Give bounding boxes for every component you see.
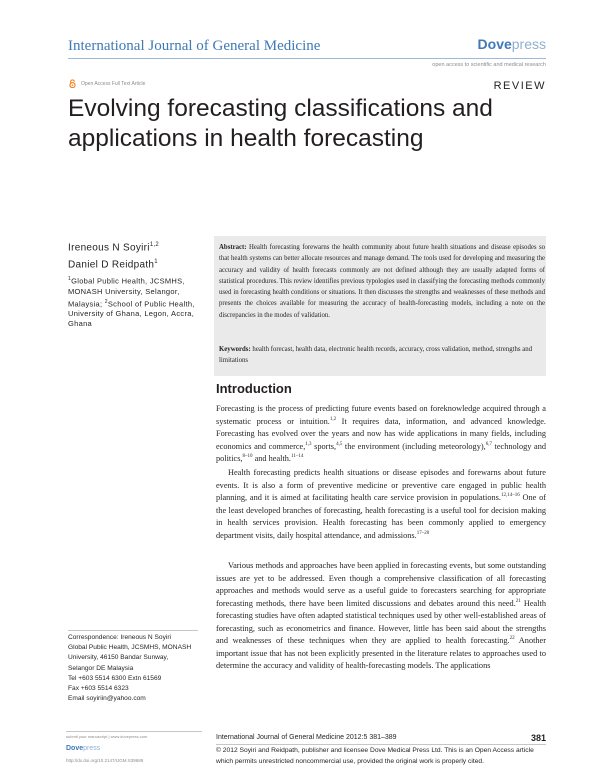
body-paragraph: Various methods and approaches have been applied in forecasting events, but some outstanding issues are yet to be addressed. Even though a comprehensive classification of all forecasting approaches and methods would serve as a useful guide to forecasters searching for appropriate forecasting methods, there have been limited discussions and debates around this need.$^{21}$ Health forecasting studies have often adapted statistical techniques used by other well-established areas of forecasting, such as econometrics and finance. However, little has been said about the strengths and weaknesses of these techniques when they are applied to health forecasting.$^{22}$ Another important issue that has not been explicitly presented in the literature relates to approaches used to determine the accuracy and validity of health-forecasting models. The applications — [216, 561, 546, 670]
correspondence-line: Correspondence: Ireneous N Soyiri — [68, 634, 171, 641]
correspondence-email[interactable]: Email soyiriin@yahoo.com — [68, 695, 146, 703]
footer-logo-dove: Dove — [66, 745, 84, 752]
publisher-logo[interactable] — [478, 36, 546, 52]
journal-citation: International Journal of General Medicine 2012:5 381–389 — [216, 734, 397, 741]
section-heading-introduction: Introduction — [216, 381, 292, 396]
footer-logo-press: press — [83, 745, 101, 752]
affiliations: $^1$Global Public Health, JCSMHS, MONASH University, Selangor, Malaysia; $^2$School of Public Health, University of Ghana, Legon, Accra, Ghana — [68, 276, 195, 328]
keywords-text: Keywords: health forecast, health data, electronic health records, accuracy, cross validation, method, strengths and limitations — [219, 346, 533, 365]
open-access-label: Open Access Full Text Article — [81, 81, 146, 87]
publisher-logo-press: press — [511, 36, 546, 52]
correspondence-divider — [68, 630, 198, 631]
body-paragraph: Health forecasting predicts health situations or disease episodes and forewarns about future events. It is also a form of preventive medicine or preventive care engaged in public health planning, and it is aimed at facilitating health care service provision in populations.$^{12,14-16}$ One of the least developed branches of forecasting, health forecasting is a useful tool for decision making in health services provision. Health forecasting has been commonly applied to emergency department visits, daily hospital attendance, and admissions.$^{17-20}$ — [216, 468, 546, 540]
publisher-tagline: open access to scientific and medical research — [432, 62, 546, 68]
author-list — [68, 238, 159, 273]
article-type-label: REVIEW — [493, 80, 546, 92]
correspondence-line: Fax +603 5514 6323 — [68, 685, 129, 693]
submit-manuscript-link[interactable]: submit your manuscript | www.dovepress.com — [66, 734, 148, 739]
correspondence-line: Tel +603 5514 6300 Extn 61569 — [68, 674, 162, 682]
correspondence-line: Selangor DE Malaysia — [68, 664, 134, 672]
footer-publisher-logo[interactable] — [66, 745, 100, 752]
correspondence-line: University, 46150 Bandar Sunway, — [68, 654, 169, 662]
page-number: 381 — [530, 733, 546, 743]
copyright-notice: © 2012 Soyiri and Reidpath, publisher and licensee Dove Medical Press Ltd. This is an Open Access article which permits unrestricted noncommercial use, provided the original work is properly cited. — [216, 747, 534, 765]
correspondence-block — [68, 633, 208, 704]
journal-title: International Journal of General Medicine — [68, 38, 321, 54]
body-paragraph: Forecasting is the process of predicting future events based on foreknowledge acquired through a systematic process or intuition.$^{1,2}$ It requires data, information, and advanced knowledge. Forecasting has evolved over the years and now has wide applications in many fields, including economics and commerce,$^{1,3}$ sports,$^{4,5}$ the environment (including meteorology),$^{6,7}$ technology and politics,$^{8-10}$ and health.$^{11-14}$ — [216, 404, 547, 463]
author-name: Ireneous N Soyiri$^{1,2}$ — [68, 242, 160, 254]
header-divider — [68, 58, 546, 59]
footer-divider-left — [66, 731, 202, 732]
publisher-logo-dove: Dove — [477, 36, 512, 52]
article-title: Evolving forecasting classifications and applications in health forecasting — [68, 95, 493, 152]
doi-link[interactable]: http://dx.doi.org/10.2147/IJGM.S39689 — [66, 758, 144, 763]
author-name: Daniel D Reidpath$^1$ — [68, 259, 158, 271]
footer-divider-right — [216, 744, 546, 745]
open-access-lock-icon — [68, 79, 77, 88]
correspondence-line: Global Public Health, JCSMHS, MONASH — [68, 644, 192, 652]
abstract-text: Abstract: Health forecasting forewarns the health community about future health situations and disease episodes so that health systems can better allocate resources and manage demand. The tools used for developing and measuring the accuracy and validity of health forecasts commonly are not defined although they are usually adapted forms of statistical procedures. This review identifies previous typologies used in classifying the forecasting methods commonly used in forecasting health conditions or situations. It then discusses the strengths and weaknesses of these methods and presents the choices available for measuring the accuracy of health-forecasting models, including a note on the discrepancies in the modes of validation. — [219, 244, 545, 319]
